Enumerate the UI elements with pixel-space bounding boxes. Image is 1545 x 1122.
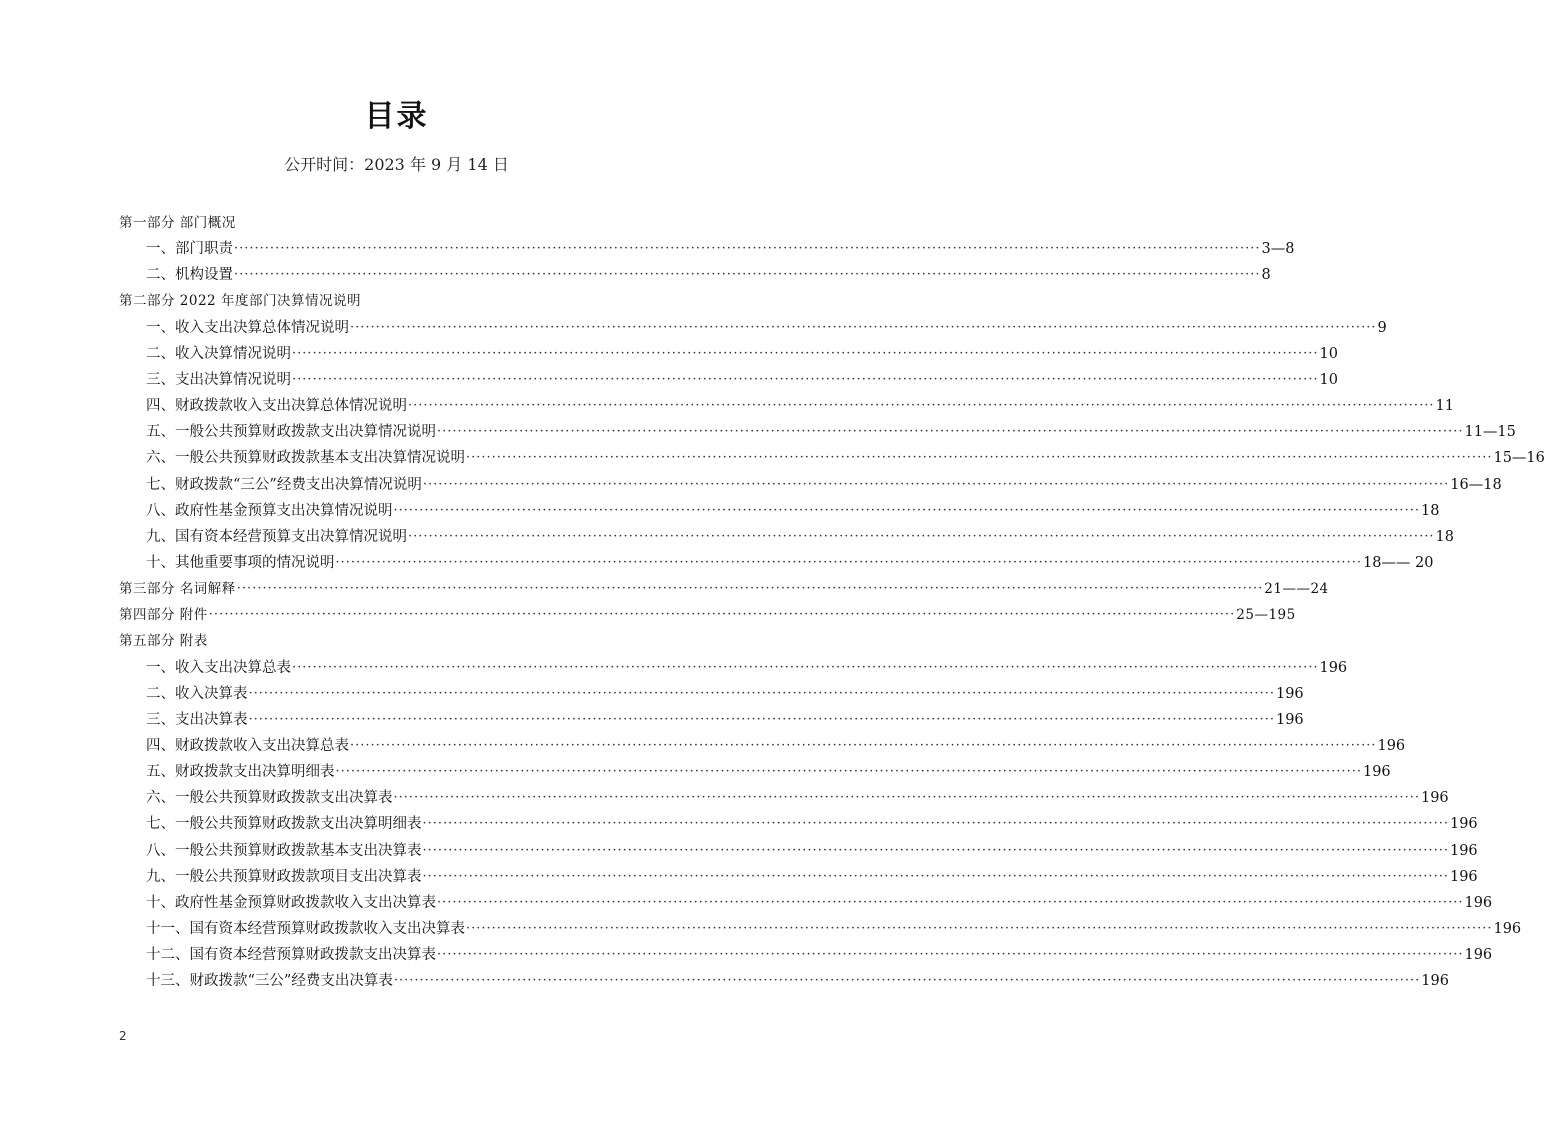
toc-label: 八、一般公共预算财政拨款基本支出决算表 bbox=[146, 842, 422, 859]
toc-label: 一、收入支出决算总表 bbox=[146, 659, 291, 676]
toc-leader-dots: ········································································································································································································ bbox=[248, 685, 1275, 701]
toc-item-row[interactable] bbox=[146, 683, 1304, 705]
toc-page-ref: 18 bbox=[1435, 528, 1454, 545]
toc-label: 一、收入支出决算总体情况说明 bbox=[146, 319, 349, 336]
toc-item-row[interactable] bbox=[146, 735, 1406, 757]
toc-page-ref: 10 bbox=[1319, 371, 1338, 388]
toc-item-row[interactable] bbox=[146, 944, 1493, 966]
toc-leader-dots: ········································································································································································································ bbox=[335, 554, 1362, 570]
toc-leader-dots: ········································································································································································································ bbox=[422, 842, 1449, 858]
toc-label: 二、机构设置 bbox=[146, 267, 233, 284]
toc-label: 六、一般公共预算财政拨款基本支出决算情况说明 bbox=[146, 450, 465, 467]
toc-page-ref: 196 bbox=[1275, 711, 1304, 728]
toc-page-ref: 21——24 bbox=[1264, 581, 1329, 598]
toc-page-ref: 196 bbox=[1493, 921, 1522, 938]
toc-item-row[interactable] bbox=[146, 264, 1271, 286]
toc-leader-dots: ········································································································································································································ bbox=[437, 947, 1464, 963]
toc-item-row[interactable] bbox=[146, 657, 1348, 679]
toc-page-ref: 10 bbox=[1319, 345, 1338, 362]
toc-item-row[interactable] bbox=[146, 918, 1522, 940]
toc-label: 六、一般公共预算财政拨款支出决算表 bbox=[146, 790, 393, 807]
toc-label: 一、部门职责 bbox=[146, 241, 233, 258]
toc-leader-dots: ········································································································································································································ bbox=[408, 398, 1435, 414]
toc-item-row[interactable] bbox=[146, 787, 1449, 809]
toc-leader-dots: ········································································································································································································ bbox=[422, 816, 1449, 832]
toc-label: 十、政府性基金预算财政拨款收入支出决算表 bbox=[146, 894, 436, 911]
toc-label: 十、其他重要事项的情况说明 bbox=[146, 554, 335, 571]
toc-item-row[interactable] bbox=[146, 866, 1478, 888]
toc-label: 五、一般公共预算财政拨款支出决算情况说明 bbox=[146, 424, 436, 441]
toc-label: 十一、国有资本经营预算财政拨款收入支出决算表 bbox=[146, 921, 465, 938]
toc-page-ref: 3—8 bbox=[1261, 241, 1295, 258]
toc-item-row[interactable] bbox=[146, 526, 1454, 548]
toc-page-ref: 196 bbox=[1319, 659, 1348, 676]
toc-page-ref: 18 bbox=[1420, 502, 1440, 519]
toc-section-row[interactable] bbox=[119, 578, 1329, 600]
publish-time: 公开时间：2023 年 9 月 14 日 bbox=[284, 155, 509, 174]
toc-item-row[interactable] bbox=[146, 840, 1478, 862]
toc-item-row[interactable] bbox=[146, 421, 1516, 443]
toc-leader-dots: ········································································································································································································ bbox=[292, 345, 1319, 361]
toc-item-row[interactable] bbox=[146, 474, 1502, 496]
toc-label: 第四部分 附件 bbox=[119, 607, 208, 624]
toc-leader-dots: ········································································································································································································ bbox=[292, 659, 1319, 675]
toc-section-row[interactable] bbox=[119, 212, 674, 234]
toc-page-ref: 9 bbox=[1377, 319, 1387, 336]
toc-page-ref: 196 bbox=[1377, 738, 1406, 754]
toc-leader-dots: ········································································································································································································ bbox=[422, 476, 1450, 492]
toc-item-row[interactable] bbox=[146, 552, 1434, 574]
toc-item-row[interactable] bbox=[146, 343, 1338, 365]
toc-item-row[interactable] bbox=[146, 447, 1545, 469]
toc-page-ref: 11 bbox=[1435, 398, 1454, 415]
toc-label: 五、财政拨款支出决算明细表 bbox=[146, 764, 335, 781]
toc-page-ref: 25—195 bbox=[1236, 607, 1296, 624]
toc-item-row[interactable] bbox=[146, 369, 1338, 391]
toc-item-row[interactable] bbox=[146, 761, 1391, 783]
toc-page-ref: 16—18 bbox=[1450, 476, 1502, 493]
toc-label: 九、一般公共预算财政拨款项目支出决算表 bbox=[146, 868, 422, 885]
toc-leader-dots: ········································································································································································································ bbox=[234, 241, 1261, 257]
toc-leader-dots: ········································································································································································································ bbox=[234, 267, 1261, 283]
toc-page-ref: 196 bbox=[1449, 868, 1478, 885]
toc-page-ref: 11—15 bbox=[1464, 424, 1516, 441]
toc-leader-dots: ········································································································································································································ bbox=[466, 450, 1493, 466]
toc-leader-dots: ········································································································································································································ bbox=[437, 424, 1464, 440]
toc-item-row[interactable] bbox=[146, 892, 1493, 914]
toc-label: 七、财政拨款“三公”经费支出决算情况说明 bbox=[146, 476, 422, 493]
toc-leader-dots: ········································································································································································································ bbox=[393, 973, 1421, 989]
toc-item-row[interactable] bbox=[146, 500, 1440, 522]
toc-page-ref: 196 bbox=[1421, 973, 1449, 990]
toc-label: 第五部分 附表 bbox=[119, 633, 208, 650]
toc-page-ref: 196 bbox=[1464, 894, 1493, 911]
toc-leader-dots: ········································································································································································································ bbox=[393, 502, 1420, 518]
toc-page-ref: 196 bbox=[1420, 790, 1449, 807]
toc-label: 第二部分 2022 年度部门决算情况说明 bbox=[119, 293, 361, 310]
toc-label: 八、政府性基金预算支出决算情况说明 bbox=[146, 502, 393, 519]
toc-label: 十三、财政拨款“三公”经费支出决算表 bbox=[146, 973, 393, 990]
toc-item-row[interactable] bbox=[146, 317, 1387, 339]
toc-page-ref: 8 bbox=[1261, 267, 1271, 284]
toc-section-row[interactable] bbox=[119, 630, 674, 652]
toc-label: 三、支出决算表 bbox=[146, 711, 248, 728]
toc-leader-dots: ········································································································································································································ bbox=[350, 319, 1377, 335]
toc-page-ref: 196 bbox=[1362, 764, 1391, 781]
toc-label: 三、支出决算情况说明 bbox=[146, 371, 291, 388]
toc-label: 二、收入决算表 bbox=[146, 685, 248, 702]
toc-section-row[interactable] bbox=[119, 290, 674, 312]
toc-leader-dots: ········································································································································································································ bbox=[422, 868, 1449, 884]
toc-leader-dots: ········································································································································································································ bbox=[408, 528, 1435, 544]
toc-label: 第一部分 部门概况 bbox=[119, 215, 236, 231]
toc-item-row[interactable] bbox=[146, 238, 1295, 260]
toc-item-row[interactable] bbox=[146, 813, 1478, 835]
toc-label: 二、收入决算情况说明 bbox=[146, 345, 291, 362]
toc-item-row[interactable] bbox=[146, 970, 1449, 992]
toc-leader-dots: ········································································································································································································ bbox=[350, 738, 1377, 753]
toc-leader-dots: ········································································································································································································ bbox=[466, 921, 1493, 937]
toc-leader-dots: ········································································································································································································ bbox=[393, 790, 1420, 806]
toc-label: 九、国有资本经营预算支出决算情况说明 bbox=[146, 528, 407, 545]
toc-label: 四、财政拨款收入支出决算总表 bbox=[146, 738, 349, 754]
toc-page-ref: 196 bbox=[1449, 816, 1478, 833]
toc-label: 四、财政拨款收入支出决算总体情况说明 bbox=[146, 398, 407, 415]
toc-page-ref: 18—— 20 bbox=[1362, 554, 1434, 571]
toc-section-row[interactable] bbox=[119, 604, 1296, 626]
page-title: 目录 bbox=[364, 99, 429, 134]
toc-label: 第三部分 名词解释 bbox=[119, 581, 236, 598]
toc-label: 十二、国有资本经营预算财政拨款支出决算表 bbox=[146, 947, 436, 964]
page-number: 2 bbox=[119, 1029, 127, 1043]
toc-page-ref: 196 bbox=[1275, 685, 1304, 702]
toc-item-row[interactable] bbox=[146, 709, 1304, 731]
toc-label: 七、一般公共预算财政拨款支出决算明细表 bbox=[146, 816, 422, 833]
toc-page-ref: 196 bbox=[1449, 842, 1478, 859]
toc-leader-dots: ········································································································································································································ bbox=[208, 607, 1236, 623]
toc-page-ref: 15—16 bbox=[1493, 450, 1545, 467]
toc-leader-dots: ········································································································································································································ bbox=[437, 894, 1464, 910]
toc-leader-dots: ········································································································································································································ bbox=[335, 764, 1362, 780]
toc-leader-dots: ········································································································································································································ bbox=[292, 371, 1319, 387]
toc-item-row[interactable] bbox=[146, 395, 1454, 417]
toc-leader-dots: ········································································································································································································ bbox=[248, 711, 1275, 727]
toc-leader-dots: ········································································································································································································ bbox=[236, 581, 1264, 597]
toc-page-ref: 196 bbox=[1464, 947, 1493, 964]
